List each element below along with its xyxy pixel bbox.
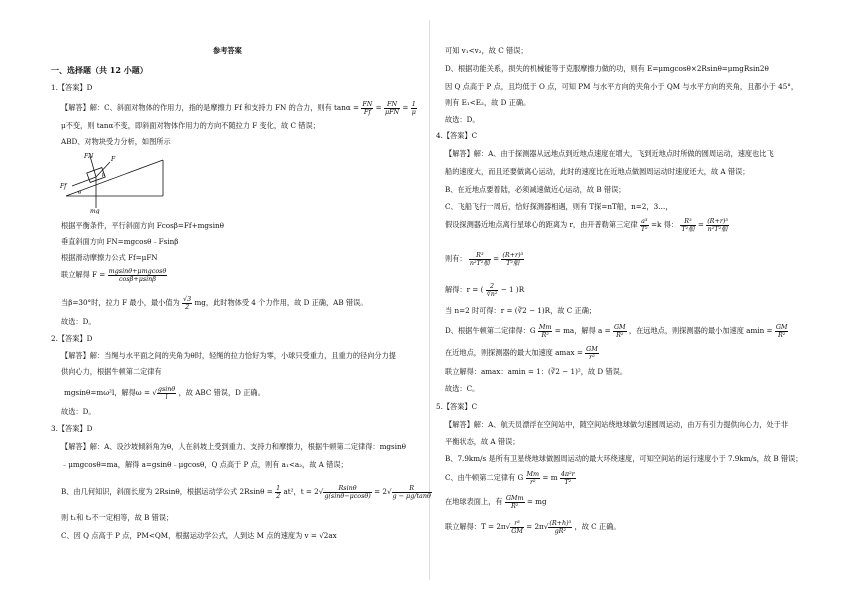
q5-line-6: 联立解得：T = 2π√ $\frac{\text{r³}}{GM}$ = 2π√ $\frac{\text{(R+h)³}}{\text{gR²}}$ ，故 C 正确。 (445, 519, 621, 535)
fraction: $\frac{\text{R³}}{\text{n²T²船}}$ (469, 251, 490, 267)
q4-line-4: C、飞船飞行一周后，恰好探测器相遇，则有 T探=nT船，n=2，3…， (445, 202, 673, 211)
label-mg: mg (90, 208, 100, 214)
fraction: $\frac{\text{r³}}{GM}$ (511, 519, 523, 535)
label-Ff: Ff (60, 183, 67, 190)
q4-line-7: 则有： $\frac{\text{R³}}{\text{n²T²船}}$ = $\frac{\text{(R+r)³}}{\text{T²船}}$ (445, 251, 524, 267)
q1-line-4: 根据平衡条件，平行斜面方向 Fcosβ=Ff+mgsinθ (61, 221, 224, 230)
q2-line-1: 【解答】解：当绳与水平面之间的夹角为θ时，轻绳的拉力恰好为零，小球只受重力，且重力的径向分力提 (61, 351, 396, 360)
fraction: $\frac{1}{2}$ (276, 484, 281, 500)
q3-line-1: 【解答】解：A、设沙坡倾斜角为θ，人在斜坡上受到重力、支持力和摩擦力，根据牛顿第二定律得：mgsinθ (61, 442, 406, 451)
q3-line-2: ﹣μmgcosθ=ma，解得 a=gsinθ﹣μgcosθ，Q 点高于 P 点，则有 a₁<a₂，故 A 错误； (61, 460, 348, 469)
q1-line-5: 垂直斜面方向 FN=mgcosθ﹣Fsinβ (61, 237, 179, 246)
fraction: $\frac{\text{a³}}{\text{T²}}$ (640, 217, 648, 233)
label-theta: θ (78, 190, 82, 196)
q4-line-1: 【解答】解：A、由于探测器从远地点到近地点速度在增大，飞到近地点时所做的圆周运动，速度也比飞 (445, 149, 774, 158)
fraction: $\frac{gsin\theta}{l}$ (157, 385, 176, 401)
q3-answer: 3.【答案】D (51, 424, 93, 433)
q5-line-2: 平衡状态，故 A 错误； (445, 437, 520, 446)
fraction: $\frac{\text{mgsinθ+μmgcosθ}}{\cos\beta+\mu\sin\beta}$ (108, 267, 167, 283)
fraction: $\frac{\text{4π²r}}{\text{T²}}$ (560, 470, 575, 486)
fraction: $\frac{\text{R³}}{\text{T²船}}$ (681, 217, 695, 233)
q3-line-3: B、由几何知识，斜面长度为 2Rsinθ，根据运动学公式 2Rsinθ = $\frac{1}{2}$ at²，t = 2√ $\frac{Rsin\theta}{g(\sin\theta-\mu\cos\theta)}$ = 2√ $\frac{R}{g - \mu g/\tan\theta}$ (61, 484, 431, 500)
section-heading: 一、选择题（共 12 小题） (51, 65, 148, 75)
q1-line-3: ABD、对物块受力分析，如图所示 (61, 137, 171, 146)
r-line-5: 故选：D。 (445, 115, 480, 124)
q4-line-5: 假设探测器近地点离行星球心的距离为 r，由开普勒第三定律 $\frac{\text{a³}}{\text{T²}}$ =k 得： $\frac{\text{R³}}{\text{T²船}}$ = $\frac{\text{(R+r)³}}{\text{n²T²船}}$ (445, 217, 728, 233)
r-line-3: 因 Q 点高于 P 点，且均低于 O 点，可知 PM 与水平方向的夹角小于 QM 与水平方向的夹角，且都小于 45°， (445, 82, 799, 91)
fraction: $\frac{√3}{2}$ (183, 295, 192, 311)
fraction: $\frac{R}{g - \mu g/\tan\theta}$ (392, 484, 431, 500)
fraction: $\frac{FN}{Ff}$ (362, 100, 373, 116)
fraction: $\frac{\text{(R+r)³}}{\text{T²船}}$ (502, 251, 524, 267)
q4-line-9: 当 n=2 时可得：r = (∛2 − 1)R，故 C 正确； (445, 306, 597, 315)
q1-line-6: 根据滑动摩擦力公式 Ff=μFN (61, 253, 158, 262)
fraction: $\frac{\text{(R+r)³}}{\text{n²T²船}}$ (707, 217, 728, 233)
q1-line-8: 当β=30°时，拉力 F 最小，最小值为 $\frac{√3}{2}$ mg，此时物体受 4 个力作用，故 D 正确，AB 错误。 (61, 295, 368, 311)
q4-line-10: D、根据牛顿第二定律得：G $\frac{Mm}{\text{R²}}$ = ma，解得 a = $\frac{GM}{\text{R²}}$ ，在远地点，则探测器的最小加速度 amin = $\frac{GM}{\text{R²}}$ (445, 323, 788, 339)
q1-line-9: 故选：D。 (61, 317, 96, 326)
q4-line-8: 解得：r = ( $\frac{2}{\text{∛n²}}$ − 1 )R (445, 282, 525, 298)
q5-answer: 5.【答案】C (436, 402, 478, 411)
q4-answer: 4.【答案】C (436, 131, 478, 140)
q5-line-1: 【解答】解：A、航天员漂浮在空间站中，随空间站绕地球做匀速圆周运动，由万有引力提供向心力，处于非 (445, 420, 789, 429)
q5-line-4: C、由牛顿第二定律有 G $\frac{Mm}{\text{r²}}$ = m $\frac{\text{4π²r}}{\text{T²}}$ (445, 470, 575, 486)
q2-line-4: 故选：D。 (61, 407, 96, 416)
force-diagram (58, 150, 168, 214)
fraction: $\frac{2}{\text{∛n²}}$ (486, 282, 498, 298)
label-beta: β (102, 172, 105, 178)
q4-line-3: B、在近地点要着陆，必须减速做近心运动，故 B 错误； (445, 185, 626, 194)
fraction: $\frac{\text{(R+h)³}}{\text{gR²}}$ (549, 519, 572, 535)
fraction: $\frac{1}{\mu}$ (411, 100, 416, 116)
q1-answer: 1.【答案】D (51, 83, 93, 92)
q2-line-3: mgsinθ=mω²l，解得ω = √ $\frac{gsin\theta}{l}$ ，故 ABC 错误，D 正确。 (64, 385, 265, 401)
q3-line-5: C、因 Q 点高于 P 点，PM<QM，根据运动学公式，人到达 M 点的速度为 v = √2ax (61, 531, 337, 540)
q3-line-4: 则 t₁和 t₂不一定相等，故 B 错误； (61, 513, 174, 522)
fraction: $\frac{\text{GMm}}{\text{R²}}$ (505, 494, 524, 510)
q4-line-13: 故选：C。 (445, 384, 480, 393)
q1-line-7: 联立解得 F = $\frac{\text{mgsinθ+μmgcosθ}}{\cos\beta+\mu\sin\beta}$ (61, 267, 167, 283)
fraction: $\frac{GM}{\text{R²}}$ (613, 323, 626, 339)
fraction: $\frac{Rsin\theta}{g(\sin\theta-\mu\cos\theta)}$ (324, 484, 371, 500)
q2-line-2: 供向心力，根据牛顿第二定律有 (61, 367, 162, 376)
fraction: $\frac{Mm}{\text{R²}}$ (538, 323, 552, 339)
q1-line-1: 【解答】解：C、斜面对物体的作用力，指的是摩擦力 Ff 和支持力 FN 的合力，则有 tanα = $\frac{FN}{Ff}$ = $\frac{FN}{\text{μFN}}$ = $\frac{1}{\mu}$ (61, 100, 416, 116)
q5-line-5: 在地球表面上，有 $\frac{\text{GMm}}{\text{R²}}$ = mg (445, 494, 547, 510)
q4-line-11: 在近地点，则探测器的最大加速度 amax = $\frac{GM}{\text{r²}}$ (445, 345, 598, 361)
page-title: 参考答案 (213, 46, 242, 55)
q5-line-3: B、7.9km/s 是所有卫星绕地球做圆周运动的最大环绕速度，可知空间站的运行速度小于 7.9km/s，故 B 错误； (445, 454, 803, 463)
r-line-2: D、根据功能关系，损失的机械能等于克服摩擦力做的功，则有 E=μmgcosθ×2Rsinθ=μmgRsin2θ (445, 64, 769, 73)
r-line-4: 则有 E₁<E₂，故 D 正确。 (445, 98, 531, 107)
q2-answer: 2.【答案】D (51, 334, 93, 343)
r-line-1: 可知 v₁<v₂，故 C 错误； (445, 46, 528, 55)
q4-line-2: 船的速度大，而且还要做离心运动，此时的速度比在近地点做圆周运动时速度还大，故 A 错误； (445, 167, 750, 176)
label-FN: FN (84, 153, 94, 160)
q4-line-12: 联立解得：amax：amin = 1：(∛2 − 1)²，故 D 错误。 (445, 367, 628, 376)
fraction: $\frac{GM}{\text{R²}}$ (775, 323, 788, 339)
fraction: $\frac{Mm}{\text{r²}}$ (526, 470, 540, 486)
label-F: F (111, 156, 116, 163)
fraction: $\frac{FN}{\text{μFN}}$ (384, 100, 400, 116)
fraction: $\frac{GM}{\text{r²}}$ (586, 345, 598, 361)
q1-line-2: μ不变，则 tanα不变，即斜面对物体作用力的方向不随拉力 F 变化，故 C 错误； (61, 121, 320, 130)
